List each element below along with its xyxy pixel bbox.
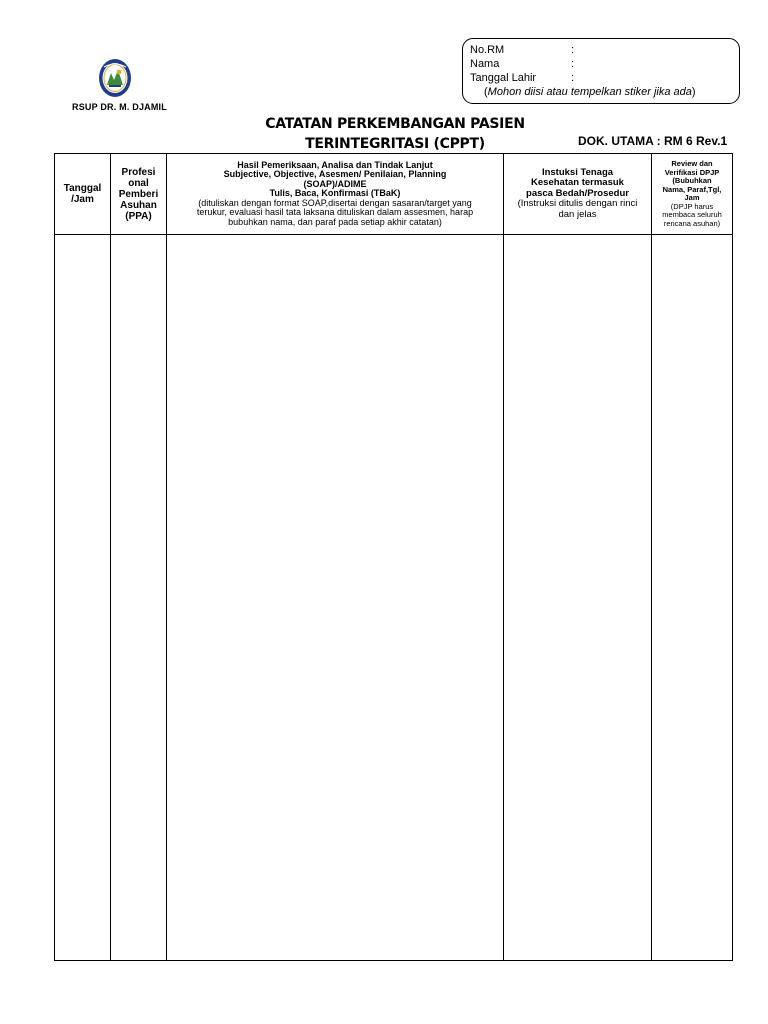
column-date-time xyxy=(55,154,110,960)
header-ppa-line: Pemberi xyxy=(118,188,159,200)
header-soap-line: Tulis, Baca, Konfirmasi (TBaK) xyxy=(269,188,401,199)
title-line-2: TERINTEGRITASI (CPPT) xyxy=(305,136,485,152)
patient-rm-label: No.RM xyxy=(470,44,505,56)
header-ppa-line: onal xyxy=(128,177,149,189)
patient-rm-row xyxy=(470,43,739,57)
patient-name-label: Nama xyxy=(470,58,500,70)
header-review-line: Verifikasi DPJP xyxy=(664,167,720,177)
header-instr-line: (Instruksi ditulis dengan rinci xyxy=(517,198,638,210)
header-ppa-line: Asuhan xyxy=(120,199,157,211)
header-soap xyxy=(167,154,503,235)
column-ppa xyxy=(110,154,166,960)
header-review-line: Nama, Paraf,Tgl, xyxy=(662,184,722,194)
column-instruction xyxy=(503,154,651,960)
document-title xyxy=(210,114,580,154)
cppt-table xyxy=(54,153,733,961)
doc-code-prefix: DOK. UTAMA : RM 6 xyxy=(578,134,693,148)
header-review-line: membaca seluruh xyxy=(662,210,722,219)
patient-sticker-note: (Mohon diisi atau tempelkan stiker jika ada) xyxy=(484,86,696,98)
header-soap-line: (dituliskan dengan format SOAP,disertai dengan sasaran/target yang xyxy=(198,197,472,208)
header-soap-line: Hasil Pemeriksaan, Analisa dan Tindak Lanjut xyxy=(237,159,433,170)
patient-dob-row xyxy=(470,71,739,85)
header-date-line: Tanggal xyxy=(63,183,102,194)
patient-rm-separator: : xyxy=(571,44,575,56)
patient-dob-separator: : xyxy=(571,72,575,84)
doc-code-rev: Rev.1 xyxy=(696,134,728,148)
column-soap xyxy=(166,154,503,960)
header-ppa-line: (PPA) xyxy=(125,210,152,222)
hospital-logo-icon xyxy=(98,58,132,98)
header-dpjp-review xyxy=(652,154,732,235)
sticker-note-text: Mohon diisi atau tempelkan stiker jika ada xyxy=(487,86,692,98)
header-instruction xyxy=(504,154,651,235)
header-instr-line: Kesehatan termasuk xyxy=(531,177,624,189)
organization-name: RSUP DR. M. DJAMIL xyxy=(72,102,167,112)
header-review-line: (DPJP harus xyxy=(670,201,714,211)
patient-info-box xyxy=(462,38,740,104)
header-review-line: Jam xyxy=(684,193,700,202)
title-line-1: CATATAN PERKEMBANGAN PASIEN xyxy=(265,116,525,132)
header-instr-line: pasca Bedah/Prosedur xyxy=(526,187,629,199)
header-date-time xyxy=(55,154,110,235)
header-ppa xyxy=(111,154,166,235)
header-ppa-line: Profesi xyxy=(121,166,156,178)
document-code xyxy=(578,134,727,148)
header-review-line: rencana asuhan) xyxy=(663,218,721,228)
header-instr-line: Instuksi Tenaga xyxy=(541,166,614,178)
patient-name-row xyxy=(470,57,739,71)
header-instr-line: dan jelas xyxy=(558,208,597,220)
header-review-line: Review dan xyxy=(671,159,713,168)
column-dpjp-review xyxy=(651,154,732,960)
header-review-line: (Bubuhkan xyxy=(672,176,712,185)
header-soap-line: bubuhkan nama, dan paraf pada setiap akhir catatan) xyxy=(228,216,442,227)
patient-name-separator: : xyxy=(571,58,575,70)
patient-dob-label: Tanggal Lahir xyxy=(470,72,537,84)
header-time-line: /Jam xyxy=(71,194,94,205)
header-soap-line: Subjective, Objective, Asesmen/ Penilaian, Planning xyxy=(223,169,447,180)
header-soap-line: (SOAP)/ADIME xyxy=(303,178,367,189)
header-soap-line: terukur, evaluasi hasil tata laksana dituliskan dalam assesmen, harap xyxy=(196,207,474,218)
